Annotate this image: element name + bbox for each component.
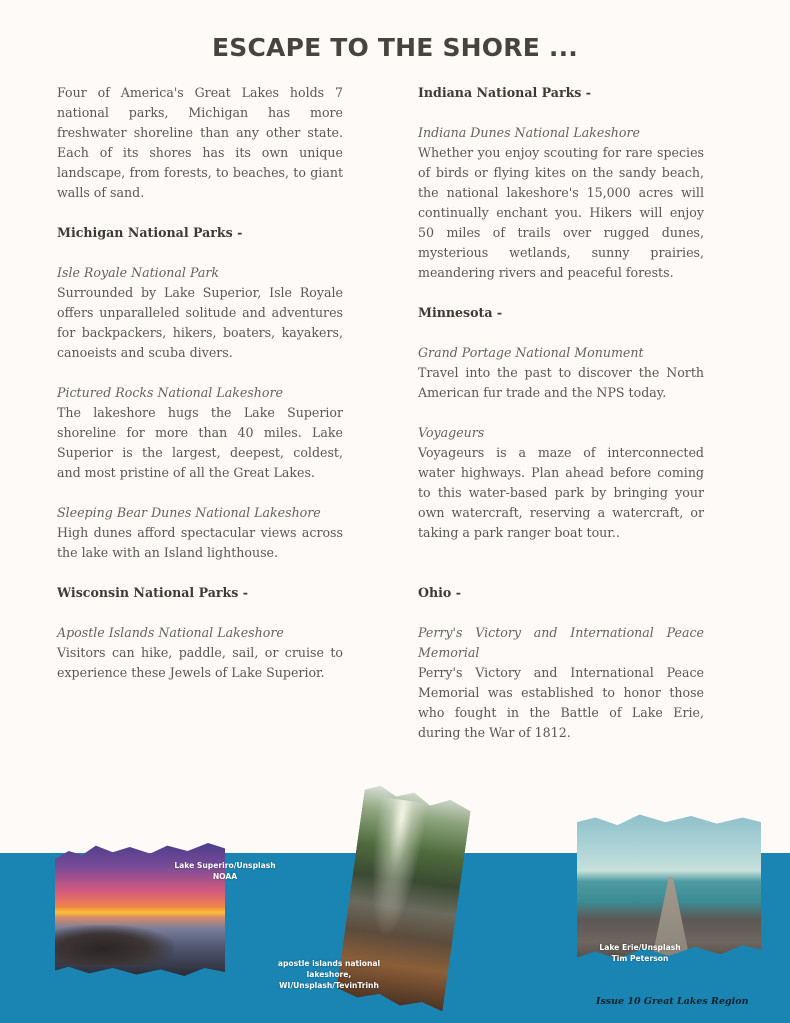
park-name: Sleeping Bear Dunes National Lakeshore [57,505,321,520]
rock-shape [55,925,174,965]
park-description: Perry's Victory and International Peace Memorial was established to honor those who fought in the Battle of Lake Erie, during the War of 1812. [418,665,704,740]
park-name: Apostle Islands National Lakeshore [57,625,284,640]
park-description: Travel into the past to discover the North American fur trade and the NPS today. [418,365,704,400]
page-title: ESCAPE TO THE SHORE ... [212,33,578,62]
park-name: Grand Portage National Monument [418,345,644,360]
park-name: Isle Royale National Park [57,265,220,280]
park-name: Voyageurs [418,425,485,440]
photo-caption-sunset [170,860,280,882]
park-name: Indiana Dunes National Lakeshore [418,125,640,140]
section-heading-wisconsin: Wisconsin National Parks - [57,585,248,600]
park-description: Voyageurs is a maze of interconnected water highways. Plan ahead before coming to this water-based park by bringing your own watercraft, reserving a watercraft, or taking a park ranger boat tour.. [418,445,704,540]
park-description: Visitors can hike, paddle, sail, or cruise to experience these Jewels of Lake Superior. [57,645,343,680]
intro-paragraph: Four of America's Great Lakes holds 7 national parks, Michigan has more freshwater shoreline than any other state. Each of its shores has its own unique landscape, from forests, to beaches, to giant walls of sand. [57,85,343,200]
section-heading-indiana: Indiana National Parks - [418,85,592,100]
park-description: Whether you enjoy scouting for rare species of birds or flying kites on the sandy beach, the national lakeshore's 15,000 acres will continually enchant you. Hikers will enjoy 50 miles of trails over rugged dunes, mysterious wetlands, sunny prairies, meandering rivers and peaceful forests. [418,145,704,280]
right-column [418,83,704,743]
caption-line: Lake Superiro/Unsplash [174,861,276,870]
park-description: Surrounded by Lake Superior, Isle Royale offers unparalleled solitude and adventures for backpackers, hikers, boaters, kayakers, canoeists and scuba divers. [57,285,343,360]
caption-line: WI/Unsplash/TevinTrinh [279,981,379,990]
section-heading-minnesota: Minnesota - [418,305,503,320]
park-name: Pictured Rocks National Lakeshore [57,385,283,400]
park-description: High dunes afford spectacular views across the lake with an Island lighthouse. [57,525,343,560]
park-description: The lakeshore hugs the Lake Superior shoreline for more than 40 miles. Lake Superior is the largest, deepest, coldest, and most pristine of all the Great Lakes. [57,405,343,480]
caption-line: lakeshore, [306,970,352,979]
caption-line: apostle islands national [277,959,381,968]
issue-label: Issue 10 Great Lakes Region [596,996,749,1007]
photo-caption-forest [270,958,388,991]
sunlight-shape [361,796,429,941]
caption-line: NOAA [212,872,238,881]
left-column [57,83,343,683]
caption-line: Lake Erie/Unsplash [599,943,681,952]
section-heading-michigan: Michigan National Parks - [57,225,243,240]
caption-line: Tim Peterson [611,954,669,963]
section-heading-ohio: Ohio - [418,585,461,600]
park-name: Perry's Victory and International Peace Memorial [418,625,704,660]
photo-caption-pier [592,942,688,964]
